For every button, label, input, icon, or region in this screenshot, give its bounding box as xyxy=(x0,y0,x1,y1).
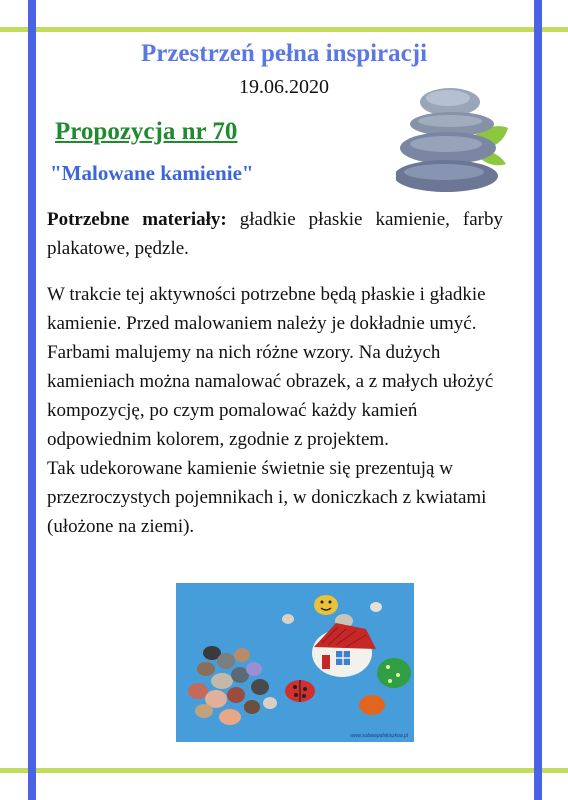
proposal-number: Propozycja nr 70 xyxy=(55,118,238,145)
bottom-border-line xyxy=(0,768,568,773)
instructions-paragraph-1: W trakcie tej aktywności potrzebne będą płaskie i gładkie kamienie. Przed malowaniem należy je dokładnie umyć. Farbami malujemy na nich różne wzory. Na dużych kamieniach można namalować obrazek, a z małych ułożyć kompozycję, po czym pomalować każdy kamień odpowiednim kolorem, zgodnie z projektem. xyxy=(47,284,494,450)
top-border-line xyxy=(0,27,568,32)
painted-stones-image xyxy=(176,583,414,742)
painted-stones-photo xyxy=(176,583,414,742)
materials-list: gładkie płaskie kamienie, farby plakatowe, pędzle. xyxy=(47,209,503,259)
page-date: 19.06.2020 xyxy=(239,76,329,98)
proposal-subtitle: "Malowane kamienie" xyxy=(50,161,254,185)
left-border-line xyxy=(28,0,36,800)
materials-paragraph xyxy=(47,205,503,263)
page-title: Przestrzeń pełna inspiracji xyxy=(140,40,428,67)
instructions-text xyxy=(47,280,509,541)
photo-watermark: www.sobieepolskiszkoa.pl xyxy=(350,733,408,739)
right-border-line xyxy=(534,0,542,800)
instructions-paragraph-2: Tak udekorowane kamienie świetnie się prezentują w przezroczystych pojemnikach i, w doniczkach z kwiatami (ułożone na ziemi). xyxy=(47,458,487,537)
materials-label: Potrzebne materiały: xyxy=(47,209,227,230)
stacked-stones-illustration xyxy=(396,84,508,194)
